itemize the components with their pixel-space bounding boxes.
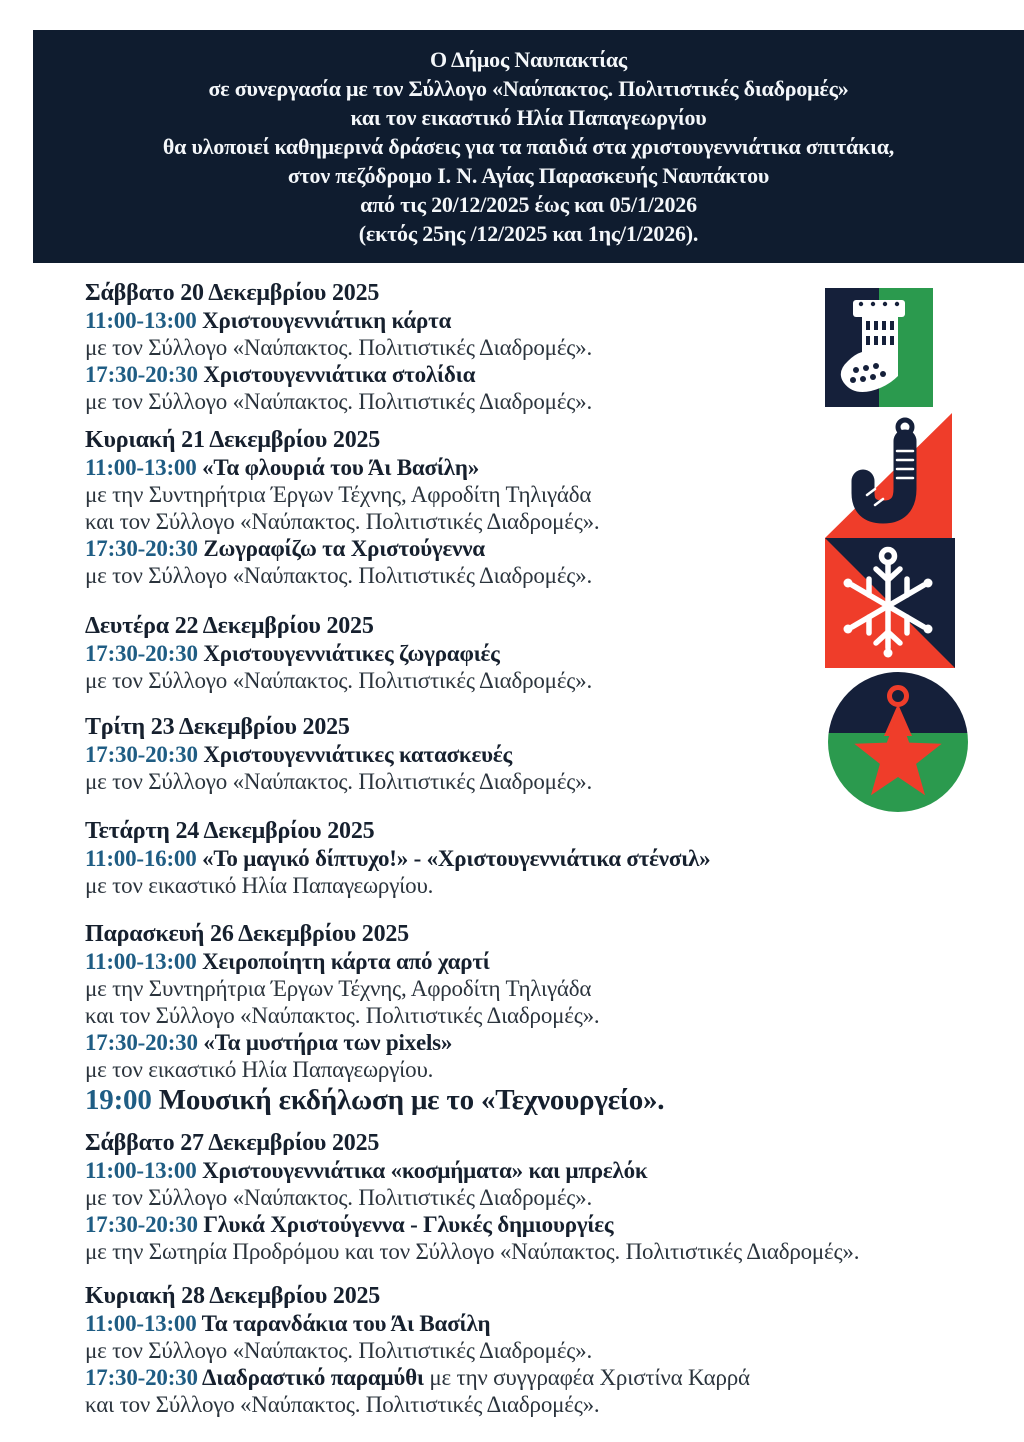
event-title: Γλυκά Χριστούγεννα - Γλυκές δημιουργίες [197, 1212, 614, 1237]
event-detail: με την Σωτηρία Προδρόμου και τον Σύλλογο «Ναύπακτος. Πολιτιστικές Διαδρομές». [85, 1239, 860, 1264]
event-line [85, 1083, 990, 1117]
event-line [85, 845, 990, 872]
event-section [85, 1283, 990, 1418]
time-label: 17:30-20:30 [85, 362, 198, 387]
event-detail: με τον εικαστικό Ηλία Παπαγεωργίου. [85, 873, 434, 898]
event-line [85, 1002, 990, 1029]
time-label: 11:00-13:00 [85, 308, 197, 333]
event-detail: και τον Σύλλογο «Ναύπακτος. Πολιτιστικές Διαδρομές». [85, 509, 600, 534]
event-line [85, 1184, 990, 1211]
time-label: 17:30-20:30 [85, 1030, 198, 1055]
event-line [85, 1029, 990, 1056]
snowflake-icon [825, 538, 955, 668]
time-label: 11:00-13:00 [85, 1158, 197, 1183]
christmas-stocking-icon [825, 288, 933, 407]
header-line: (εκτός 25ης /12/2025 και 1ης/1/2026). [358, 221, 699, 246]
event-detail: με τον εικαστικό Ηλία Παπαγεωργίου. [85, 1057, 434, 1082]
event-title: «Τα φλουριά του Άι Βασίλη» [196, 455, 480, 480]
event-line [85, 948, 990, 975]
event-line [85, 1337, 990, 1364]
header-line: από τις 20/12/2025 έως και 05/1/2026 [360, 192, 697, 217]
event-line [85, 1238, 990, 1265]
event-detail: με τον Σύλλογο «Ναύπακτος. Πολιτιστικές Διαδρομές». [85, 563, 593, 588]
candy-cane-icon [825, 413, 952, 538]
event-title: «Το μαγικό δίπτυχο!» - «Χριστουγεννιάτικα στένσιλ» [196, 846, 711, 871]
time-label: 17:30-20:30 [85, 536, 198, 561]
date-heading: Τετάρτη 24 Δεκεμβρίου 2025 [85, 818, 375, 844]
event-title: Διαδραστικό παραμύθι [197, 1365, 424, 1390]
event-line [85, 975, 990, 1002]
event-title: «Τα μυστήρια των pixels» [197, 1030, 453, 1055]
time-label: 17:30-20:30 [85, 1212, 198, 1237]
date-heading: Παρασκευή 26 Δεκεμβρίου 2025 [85, 921, 409, 947]
event-section [85, 1130, 990, 1265]
event-detail: με τον Σύλλογο «Ναύπακτος. Πολιτιστικές Διαδρομές». [85, 1185, 593, 1210]
time-label: 11:00-13:00 [85, 949, 197, 974]
event-title: Χριστουγεννιάτικες ζωγραφιές [197, 641, 500, 666]
event-detail: και τον Σύλλογο «Ναύπακτος. Πολιτιστικές Διαδρομές». [85, 1003, 600, 1028]
header-line: σε συνεργασία με τον Σύλλογο «Ναύπακτος. Πολιτιστικές διαδρομές» [208, 76, 849, 101]
date-heading: Τρίτη 23 Δεκεμβρίου 2025 [85, 714, 350, 740]
event-title: Χριστουγεννιάτικα «κοσμήματα» και μπρελόκ [196, 1158, 648, 1183]
poster-header [33, 30, 1024, 263]
event-line [85, 1310, 990, 1337]
star-ornament-icon [828, 672, 968, 812]
event-line [85, 1364, 990, 1391]
event-detail: και τον Σύλλογο «Ναύπακτος. Πολιτιστικές Διαδρομές». [85, 1392, 600, 1417]
date-heading: Σάββατο 20 Δεκεμβρίου 2025 [85, 280, 380, 306]
event-detail: με τον Σύλλογο «Ναύπακτος. Πολιτιστικές Διαδρομές». [85, 335, 593, 360]
header-line: στον πεζόδρομο Ι. Ν. Αγίας Παρασκευής Ναυπάκτου [287, 163, 770, 188]
event-title: Χειροποίητη κάρτα από χαρτί [196, 949, 490, 974]
event-line [85, 1391, 990, 1418]
event-title: Μουσική εκδήλωση με το «Τεχνουργείο». [151, 1084, 665, 1116]
time-label: 17:30-20:30 [85, 641, 198, 666]
time-label: 11:00-13:00 [85, 455, 197, 480]
event-detail: με την Συντηρήτρια Έργων Τέχνης, Αφροδίτη Τηλιγάδα [85, 976, 592, 1001]
date-heading: Κυριακή 21 Δεκεμβρίου 2025 [85, 427, 381, 453]
event-title: Ζωγραφίζω τα Χριστούγεννα [197, 536, 485, 561]
event-section [85, 818, 990, 899]
event-title: Χριστουγεννιάτικες κατασκευές [197, 742, 512, 767]
time-label: 19:00 [85, 1084, 152, 1116]
header-line: Ο Δήμος Ναυπακτίας [430, 47, 627, 72]
event-detail: με την συγγραφέα Χριστίνα Καρρά [423, 1365, 750, 1390]
event-detail: με τον Σύλλογο «Ναύπακτος. Πολιτιστικές Διαδρομές». [85, 1338, 593, 1363]
time-label: 17:30-20:30 [85, 742, 198, 767]
time-label: 11:00-13:00 [85, 1311, 197, 1336]
event-line [85, 1157, 990, 1184]
event-title: Χριστουγεννιάτικη κάρτα [196, 308, 452, 333]
event-section [85, 921, 990, 1117]
time-label: 11:00-16:00 [85, 846, 197, 871]
event-detail: με τον Σύλλογο «Ναύπακτος. Πολιτιστικές Διαδρομές». [85, 389, 593, 414]
date-heading: Δευτέρα 22 Δεκεμβρίου 2025 [85, 613, 374, 639]
time-label: 17:30-20:30 [85, 1365, 198, 1390]
date-heading: Σάββατο 27 Δεκεμβρίου 2025 [85, 1130, 380, 1156]
header-line: και τον εικαστικό Ηλία Παπαγεωργίου [350, 105, 707, 130]
header-line: θα υλοποιεί καθημερινά δράσεις για τα παιδιά στα χριστουγεννιάτικα σπιτάκια, [162, 134, 895, 159]
date-heading: Κυριακή 28 Δεκεμβρίου 2025 [85, 1283, 381, 1309]
event-detail: με τον Σύλλογο «Ναύπακτος. Πολιτιστικές Διαδρομές». [85, 668, 593, 693]
event-line [85, 872, 990, 899]
event-line [85, 1056, 990, 1083]
event-line [85, 1211, 990, 1238]
event-title: Χριστουγεννιάτικα στολίδια [197, 362, 476, 387]
event-detail: με την Συντηρήτρια Έργων Τέχνης, Αφροδίτη Τηλιγάδα [85, 482, 592, 507]
event-detail: με τον Σύλλογο «Ναύπακτος. Πολιτιστικές Διαδρομές». [85, 769, 593, 794]
event-title: Τα ταρανδάκια του Άι Βασίλη [196, 1311, 491, 1336]
